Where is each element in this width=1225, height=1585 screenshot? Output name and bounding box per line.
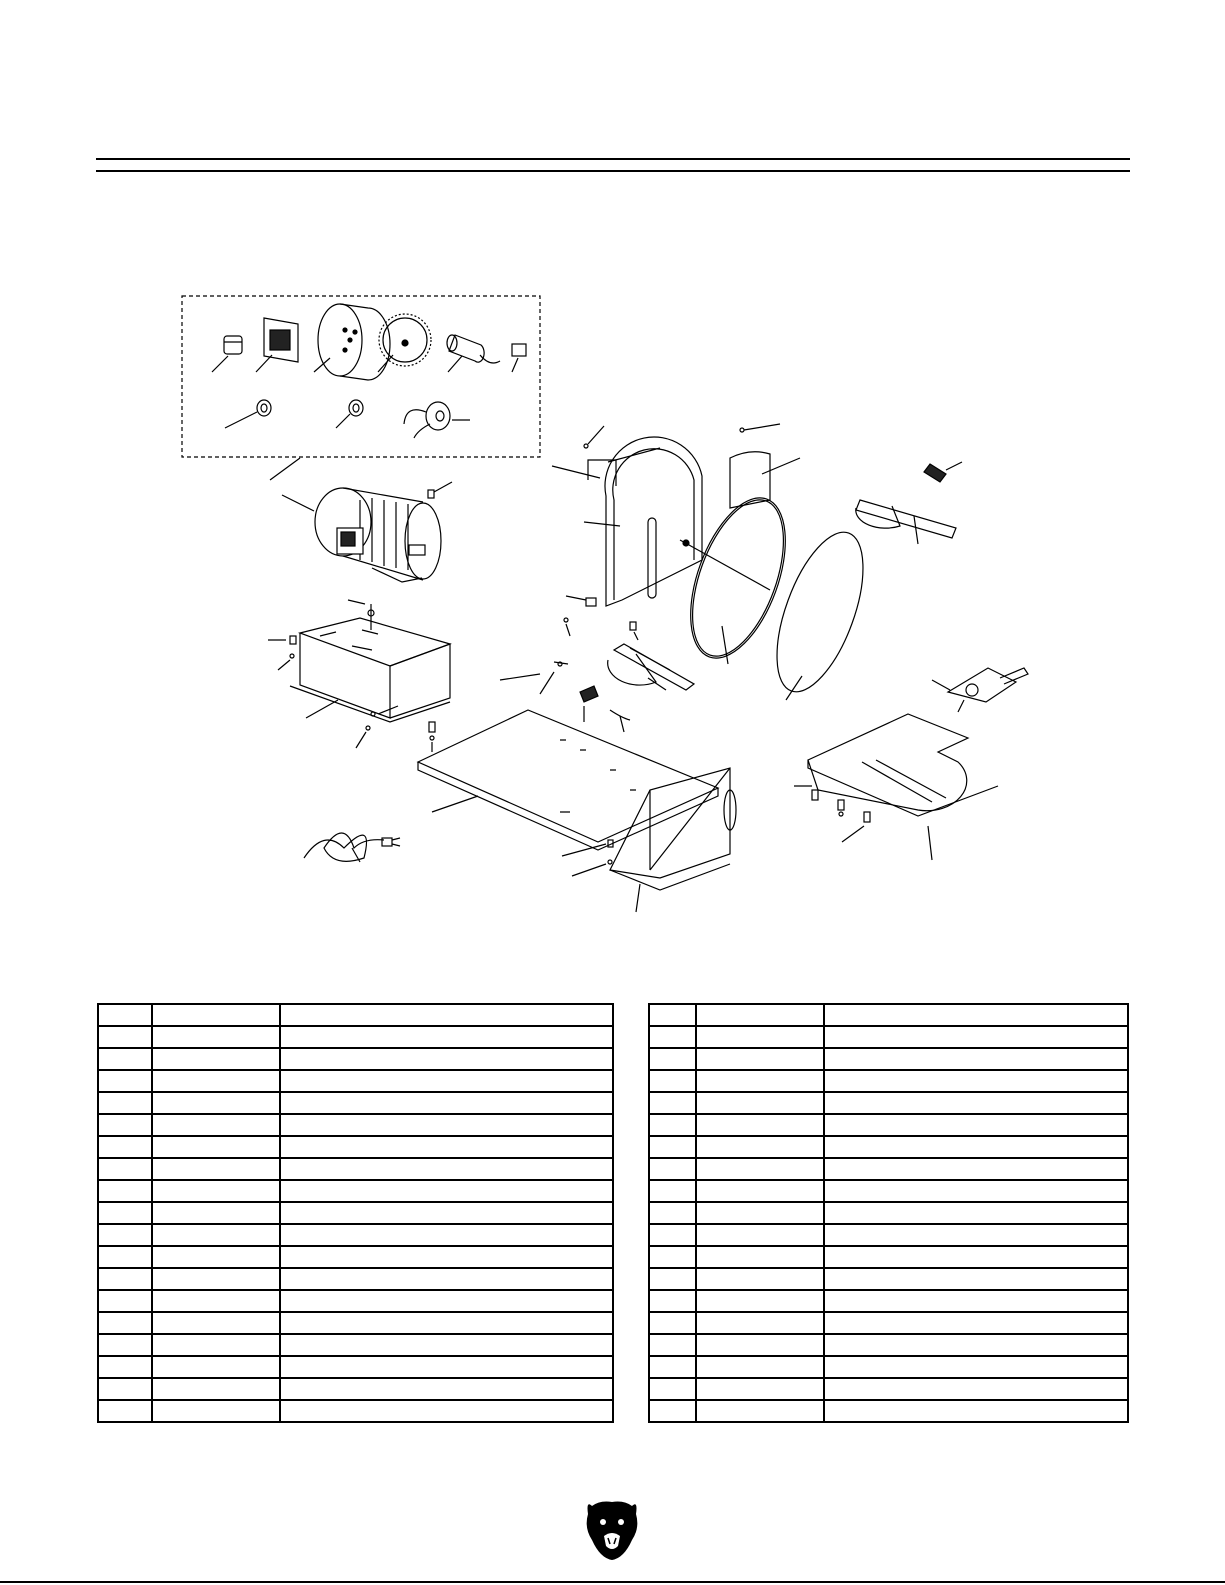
ref-cell bbox=[649, 1334, 696, 1356]
part-number-cell bbox=[152, 1092, 280, 1114]
table-support-part bbox=[856, 500, 956, 544]
table-row bbox=[649, 1048, 1128, 1070]
description-cell bbox=[280, 1356, 613, 1378]
description-cell bbox=[824, 1224, 1128, 1246]
motor-coil-part bbox=[404, 402, 470, 438]
table-row bbox=[98, 1180, 613, 1202]
ref-cell bbox=[649, 1202, 696, 1224]
table-row bbox=[98, 1202, 613, 1224]
ref-cell bbox=[98, 1378, 152, 1400]
table-row bbox=[98, 1136, 613, 1158]
description-cell bbox=[280, 1268, 613, 1290]
ref-cell bbox=[649, 1290, 696, 1312]
ref-cell bbox=[649, 1136, 696, 1158]
part-number-cell bbox=[152, 1070, 280, 1092]
ref-cell bbox=[649, 1180, 696, 1202]
part-number-cell bbox=[152, 1224, 280, 1246]
part-number-cell bbox=[152, 1378, 280, 1400]
parts-table-left bbox=[97, 1003, 614, 1423]
ref-cell bbox=[649, 1356, 696, 1378]
abrasive-disc-part bbox=[672, 485, 805, 670]
table-row bbox=[649, 1400, 1128, 1422]
description-cell bbox=[824, 1312, 1128, 1334]
table-row bbox=[649, 1202, 1128, 1224]
ref-cell bbox=[98, 1048, 152, 1070]
part-number-cell bbox=[152, 1246, 280, 1268]
description-cell bbox=[824, 1356, 1128, 1378]
part-number-cell bbox=[696, 1268, 824, 1290]
ref-cell bbox=[98, 1400, 152, 1422]
ref-cell bbox=[649, 1114, 696, 1136]
table-row bbox=[649, 1070, 1128, 1092]
part-number-cell bbox=[152, 1158, 280, 1180]
table-row bbox=[649, 1268, 1128, 1290]
part-number-cell bbox=[696, 1048, 824, 1070]
description-cell bbox=[824, 1136, 1128, 1158]
table-row bbox=[98, 1356, 613, 1378]
table-row bbox=[98, 1268, 613, 1290]
disc-adhesive-part bbox=[759, 521, 880, 702]
parts-table-right bbox=[648, 1003, 1129, 1423]
description-cell bbox=[280, 1290, 613, 1312]
dust-shroud-part bbox=[730, 424, 800, 508]
part-number-cell bbox=[152, 1202, 280, 1224]
ref-cell bbox=[649, 1378, 696, 1400]
header-ref bbox=[98, 1004, 152, 1026]
blade-guard-part bbox=[552, 426, 702, 640]
ref-cell bbox=[98, 1268, 152, 1290]
part-number-cell bbox=[152, 1334, 280, 1356]
description-cell bbox=[280, 1070, 613, 1092]
table-row bbox=[98, 1114, 613, 1136]
table-row bbox=[98, 1092, 613, 1114]
table-row bbox=[649, 1136, 1128, 1158]
dust-chute-part bbox=[562, 768, 736, 912]
description-cell bbox=[824, 1400, 1128, 1422]
part-number-cell bbox=[152, 1312, 280, 1334]
ref-cell bbox=[98, 1136, 152, 1158]
description-cell bbox=[824, 1048, 1128, 1070]
table-row bbox=[98, 1290, 613, 1312]
description-cell bbox=[824, 1180, 1128, 1202]
description-cell bbox=[824, 1202, 1128, 1224]
power-cord-part bbox=[304, 833, 400, 862]
table-row bbox=[649, 1290, 1128, 1312]
header-description bbox=[824, 1004, 1128, 1026]
description-cell bbox=[280, 1026, 613, 1048]
description-cell bbox=[280, 1400, 613, 1422]
ref-cell bbox=[98, 1224, 152, 1246]
description-cell bbox=[824, 1378, 1128, 1400]
table-row bbox=[98, 1378, 613, 1400]
description-cell bbox=[824, 1026, 1128, 1048]
motor-base-cover-part bbox=[268, 600, 450, 748]
ref-cell bbox=[98, 1180, 152, 1202]
description-cell bbox=[280, 1048, 613, 1070]
table-row bbox=[98, 1400, 613, 1422]
part-number-cell bbox=[152, 1114, 280, 1136]
description-cell bbox=[824, 1334, 1128, 1356]
bear-head-icon bbox=[586, 1500, 638, 1560]
motor-part bbox=[282, 482, 452, 582]
description-cell bbox=[280, 1312, 613, 1334]
part-number-cell bbox=[152, 1290, 280, 1312]
ref-cell bbox=[98, 1246, 152, 1268]
table-row bbox=[98, 1246, 613, 1268]
part-number-cell bbox=[696, 1224, 824, 1246]
table-row bbox=[649, 1114, 1128, 1136]
part-number-cell bbox=[152, 1356, 280, 1378]
ref-cell bbox=[649, 1268, 696, 1290]
part-number-cell bbox=[696, 1136, 824, 1158]
part-number-cell bbox=[696, 1026, 824, 1048]
ref-cell bbox=[98, 1356, 152, 1378]
part-number-cell bbox=[152, 1268, 280, 1290]
ref-cell bbox=[649, 1246, 696, 1268]
table-row bbox=[649, 1378, 1128, 1400]
part-number-cell bbox=[696, 1356, 824, 1378]
ref-cell bbox=[649, 1158, 696, 1180]
miter-gauge-part bbox=[932, 668, 1028, 712]
description-cell bbox=[280, 1180, 613, 1202]
description-cell bbox=[824, 1114, 1128, 1136]
part-number-cell bbox=[696, 1158, 824, 1180]
table-row bbox=[649, 1334, 1128, 1356]
header-ref bbox=[649, 1004, 696, 1026]
part-number-cell bbox=[696, 1114, 824, 1136]
ref-cell bbox=[98, 1114, 152, 1136]
header-description bbox=[280, 1004, 613, 1026]
ref-cell bbox=[98, 1334, 152, 1356]
table-row bbox=[649, 1246, 1128, 1268]
table-row bbox=[649, 1180, 1128, 1202]
table-row bbox=[649, 1158, 1128, 1180]
part-number-cell bbox=[696, 1290, 824, 1312]
part-number-cell bbox=[696, 1180, 824, 1202]
part-number-cell bbox=[696, 1400, 824, 1422]
table-row bbox=[98, 1026, 613, 1048]
description-cell bbox=[824, 1246, 1128, 1268]
ref-cell bbox=[649, 1312, 696, 1334]
part-number-cell bbox=[696, 1334, 824, 1356]
table-row bbox=[649, 1312, 1128, 1334]
part-number-cell bbox=[152, 1136, 280, 1158]
description-cell bbox=[280, 1202, 613, 1224]
description-cell bbox=[280, 1136, 613, 1158]
fan-part bbox=[378, 314, 431, 372]
ref-cell bbox=[649, 1224, 696, 1246]
table-row bbox=[98, 1312, 613, 1334]
base-part bbox=[418, 710, 718, 850]
capacitor-part bbox=[447, 335, 500, 372]
table-header-row bbox=[98, 1004, 613, 1026]
description-cell bbox=[280, 1378, 613, 1400]
ref-cell bbox=[649, 1092, 696, 1114]
description-cell bbox=[280, 1092, 613, 1114]
table-bracket-part bbox=[500, 644, 694, 732]
ref-cell bbox=[649, 1070, 696, 1092]
ref-cell bbox=[98, 1202, 152, 1224]
ref-cell bbox=[98, 1158, 152, 1180]
part-number-cell bbox=[152, 1026, 280, 1048]
table-row bbox=[98, 1224, 613, 1246]
description-cell bbox=[280, 1114, 613, 1136]
footer-rule bbox=[0, 1581, 1225, 1583]
ref-cell bbox=[649, 1048, 696, 1070]
part-number-cell bbox=[696, 1092, 824, 1114]
ref-cell bbox=[98, 1092, 152, 1114]
description-cell bbox=[280, 1334, 613, 1356]
table-part bbox=[794, 714, 998, 860]
part-number-cell bbox=[696, 1070, 824, 1092]
table-row bbox=[98, 1158, 613, 1180]
header-part-number bbox=[152, 1004, 280, 1026]
description-cell bbox=[824, 1158, 1128, 1180]
description-cell bbox=[824, 1092, 1128, 1114]
header-part-number bbox=[696, 1004, 824, 1026]
ref-cell bbox=[98, 1312, 152, 1334]
ref-cell bbox=[98, 1026, 152, 1048]
part-number-cell bbox=[696, 1378, 824, 1400]
bearing-part-1 bbox=[225, 400, 271, 428]
table-row bbox=[649, 1224, 1128, 1246]
part-number-cell bbox=[696, 1202, 824, 1224]
ref-cell bbox=[649, 1400, 696, 1422]
fan-cover-part bbox=[314, 304, 390, 380]
motor-parts-dashed-box bbox=[182, 296, 540, 457]
description-cell bbox=[824, 1070, 1128, 1092]
table-row bbox=[98, 1048, 613, 1070]
table-row bbox=[649, 1026, 1128, 1048]
table-row bbox=[98, 1070, 613, 1092]
part-number-cell bbox=[696, 1312, 824, 1334]
part-number-cell bbox=[696, 1246, 824, 1268]
table-header-row bbox=[649, 1004, 1128, 1026]
ref-cell bbox=[649, 1026, 696, 1048]
table-row bbox=[649, 1092, 1128, 1114]
description-cell bbox=[280, 1246, 613, 1268]
part-number-cell bbox=[152, 1048, 280, 1070]
description-cell bbox=[824, 1268, 1128, 1290]
description-cell bbox=[280, 1224, 613, 1246]
ref-cell bbox=[98, 1070, 152, 1092]
lock-knob-part bbox=[924, 462, 962, 482]
table-row bbox=[98, 1334, 613, 1356]
switch-part bbox=[256, 318, 298, 372]
switch-cover-part bbox=[212, 336, 242, 372]
description-cell bbox=[824, 1290, 1128, 1312]
table-row bbox=[649, 1356, 1128, 1378]
part-number-cell bbox=[152, 1400, 280, 1422]
description-cell bbox=[280, 1158, 613, 1180]
part-number-cell bbox=[152, 1180, 280, 1202]
wire-clip-part bbox=[512, 344, 526, 372]
ref-cell bbox=[98, 1290, 152, 1312]
bearing-part-2 bbox=[336, 400, 363, 428]
